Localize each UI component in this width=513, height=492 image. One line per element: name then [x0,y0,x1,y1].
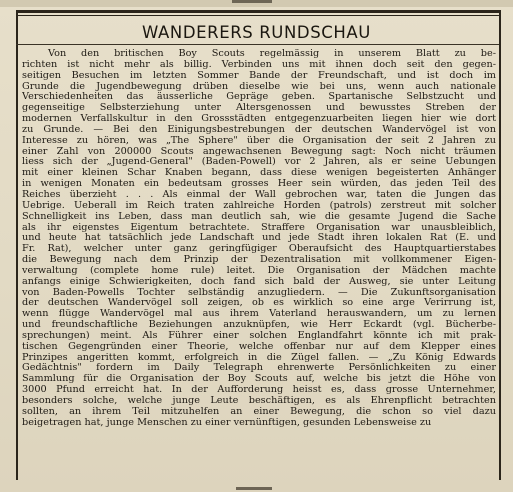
article-line: die Bewegung nach dem Prinzip der Dezentralisation mit vollkommener Eigen- [22,255,496,266]
article-line: sollten, an ihrem Teil mitzuhelfen an einer Bewegung, die schon so viel dazu [22,406,496,417]
article-line: Verschiedenheiten das äusserliche Gepräge geben. Spartanische Selbstzucht und [22,92,496,103]
article-line: Reiches überzieht . . . Als einmal der Wall gebrochen war, taten die Jungen das [22,189,496,200]
article-line: seitigen Besuchen im letzten Sommer Bande der Freundschaft, und ist doch im [22,70,496,81]
article-line: und heute hat tatsächlich jede Landschaft und jede Stadt ihren lokalen Rat (E. und [22,233,496,244]
article-line: beigetragen hat, junge Menschen zu einer vernünftigen, gesunden Lebensweise zu [22,417,432,428]
article-line: anfangs einige Schwierigkeiten, doch fand sich bald der Ausweg, sie unter Leitung [22,276,496,287]
article-line: zu Grunde. — Bei den Einigungsbestrebungen der deutschen Wandervögel ist von [22,124,496,135]
article-line: Grunde die Jugendbewegung drüben dieselbe wie bei uns, wenn auch nationale [22,81,496,92]
header-rule-thick [16,10,499,13]
article-line: gegenseitige Selbsterziehung unter Altersgenossen und bewusstes Streben der [22,103,496,114]
page-edge-mark [232,0,272,3]
title-divider [16,44,499,45]
article-line: verwaltung (complete home rule) leitet. Die Organisation der Mädchen machte [22,265,496,276]
article-line: wenn flügge Wandervögel mal aus ihrem Vaterland herauswandern, um zu lernen [22,309,496,320]
article-line: Interesse zu hören, was „The Sphere" über die Organisation der seit 2 Jahren zu [22,135,496,146]
article-line: und freundschaftliche Beziehungen anzuknüpfen, wie Herr Eckardt (vgl. Bücherbe- [22,320,496,331]
article-line: tischen Gegengründen einer Theorie, welche offenbar nur auf dem Klepper eines [22,341,496,352]
article-line: einer Zahl von 200000 Scouts angewachsenen Bewegung sagt: Noch nicht träumen [22,146,496,157]
article-line: mit einer kleinen Schar Knaben begann, dass diese wenigen begeisterten Anhänger [22,168,496,179]
page-number-fragment [236,487,272,490]
article-line: Uebrige. Ueberall im Reich traten zahlreiche Horden (patrols) zerstreut mit solcher [22,200,496,211]
article-line: von Baden-Powells Tochter selbständig anzugliedern. — Die Zukunftsorganisation [22,287,496,298]
header-rule-thin [16,15,499,16]
article-line: richten ist nicht mehr als billig. Verbinden uns mit ihnen doch seit den gegen- [22,59,496,70]
article-line: der deutschen Wandervögel soll zeigen, ob es wirklich so eine arge Verirrung ist, [22,298,496,309]
article-line: Prinzipes angeritten kommt, erfolgreich in die Zügel fallen. — „Zu König Edwards [22,352,496,363]
article-line: sprechungen) meint. Als Führer einer solchen Englandfahrt könnte ich mit prak- [22,330,496,341]
article-line: besonders solche, welche junge Leute beschäftigen, es als Ehrenpflicht betrachten [22,396,496,406]
article-line: Schnelligkeit ins Leben, dass man deutlich sah, wie die gesamte Jugend die Sache [22,211,496,222]
article-line: Von den britischen Boy Scouts regelmässig in unserem Blatt zu be- [48,49,496,59]
article-line: modernen Verfallskultur in den Grossstädten entgegenzuarbeiten liegen hier wie dort [22,114,496,125]
section-title: WANDERERS RUNDSCHAU [141,23,371,42]
article-line: liess sich der „Jugend-General" (Baden-Powell) vor 2 Jahren, als er seine Uebungen [22,157,496,168]
article-line: als ihr eigenstes Eigentum betrachtete. Straffere Organisation war unausbleiblich, [22,222,496,233]
article-line: Sammlung für die Organisation der Boy Scouts auf, welche bis jetzt die Höhe von [22,374,496,385]
article-body [22,49,496,429]
article-line: in wenigen Monaten ein bedeutsam grosses Heer sein würden, das jeden Teil des [22,179,496,190]
article-line: Gedächtnis" fordern im Daily Telegraph ehrenwerte Persönlichkeiten zu einer [22,363,496,374]
article-line: 3000 Pfund erreicht hat. In der Aufforderung heisst es, dass grosse Unternehmer, [22,385,496,396]
article-line: Fr. Rat), welcher unter ganz geringfügiger Oberaufsicht des Hauptquartierstabes [22,244,496,255]
